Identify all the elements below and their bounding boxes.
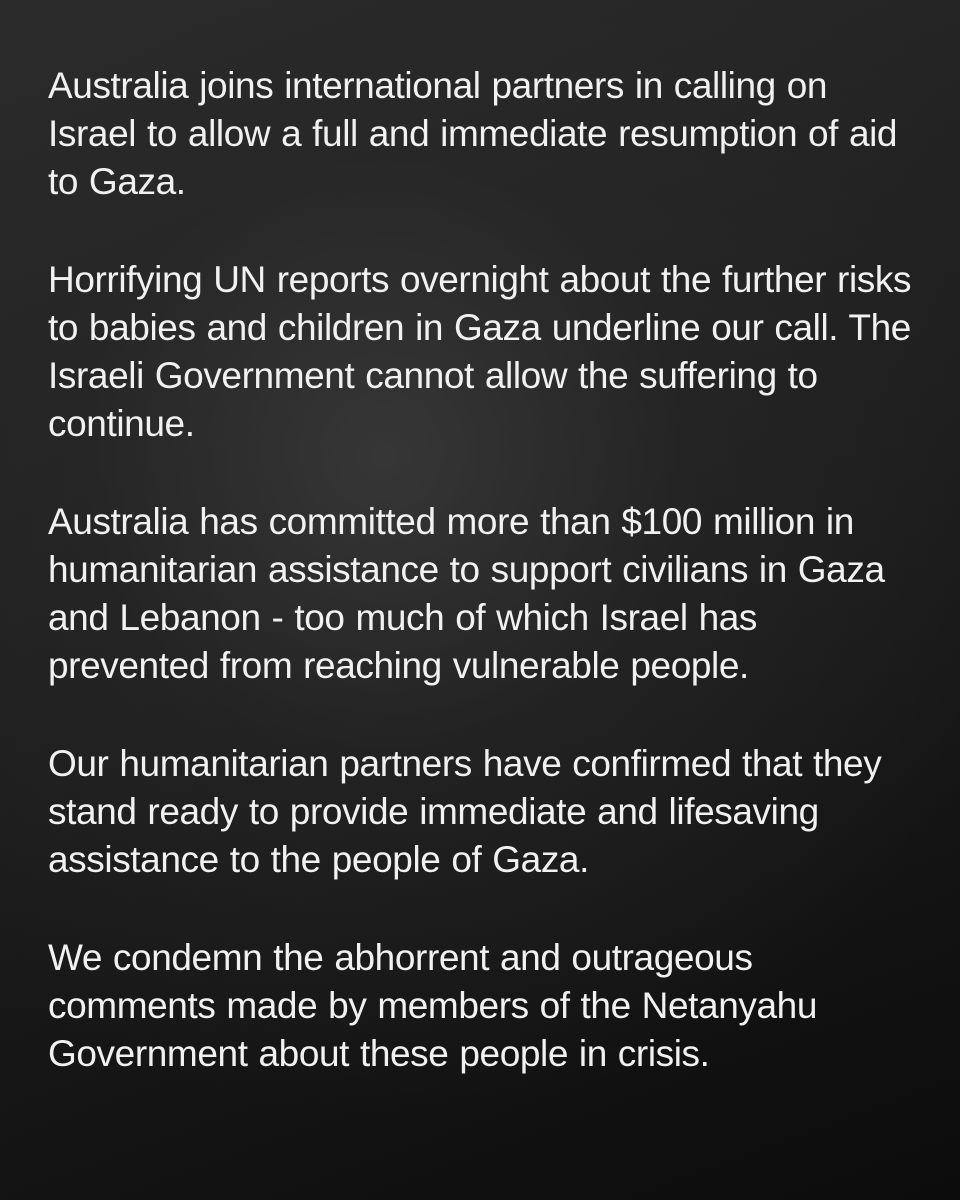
paragraph-condemnation: We condemn the abhorrent and outrageous comments made by members of the Netanyahu Government about these people in crisis. xyxy=(48,937,818,1074)
paragraph-humanitarian-partners: Our humanitarian partners have confirmed that they stand ready to provide immediate and lifesaving assistance to the people of Gaza. xyxy=(48,743,882,880)
paragraph-aid-call: Australia joins international partners in calling on Israel to allow a full and immediate resumption of aid to Gaza. xyxy=(48,65,898,202)
paragraph-un-reports: Horrifying UN reports overnight about the further risks to babies and children in Gaza underline our call. The Israeli Government cannot allow the suffering to continue. xyxy=(48,259,912,444)
paragraph-funding-commitment: Australia has committed more than $100 million in humanitarian assistance to support civilians in Gaza and Lebanon - too much of which Israel has prevented from reaching vulnerable people. xyxy=(48,501,885,686)
